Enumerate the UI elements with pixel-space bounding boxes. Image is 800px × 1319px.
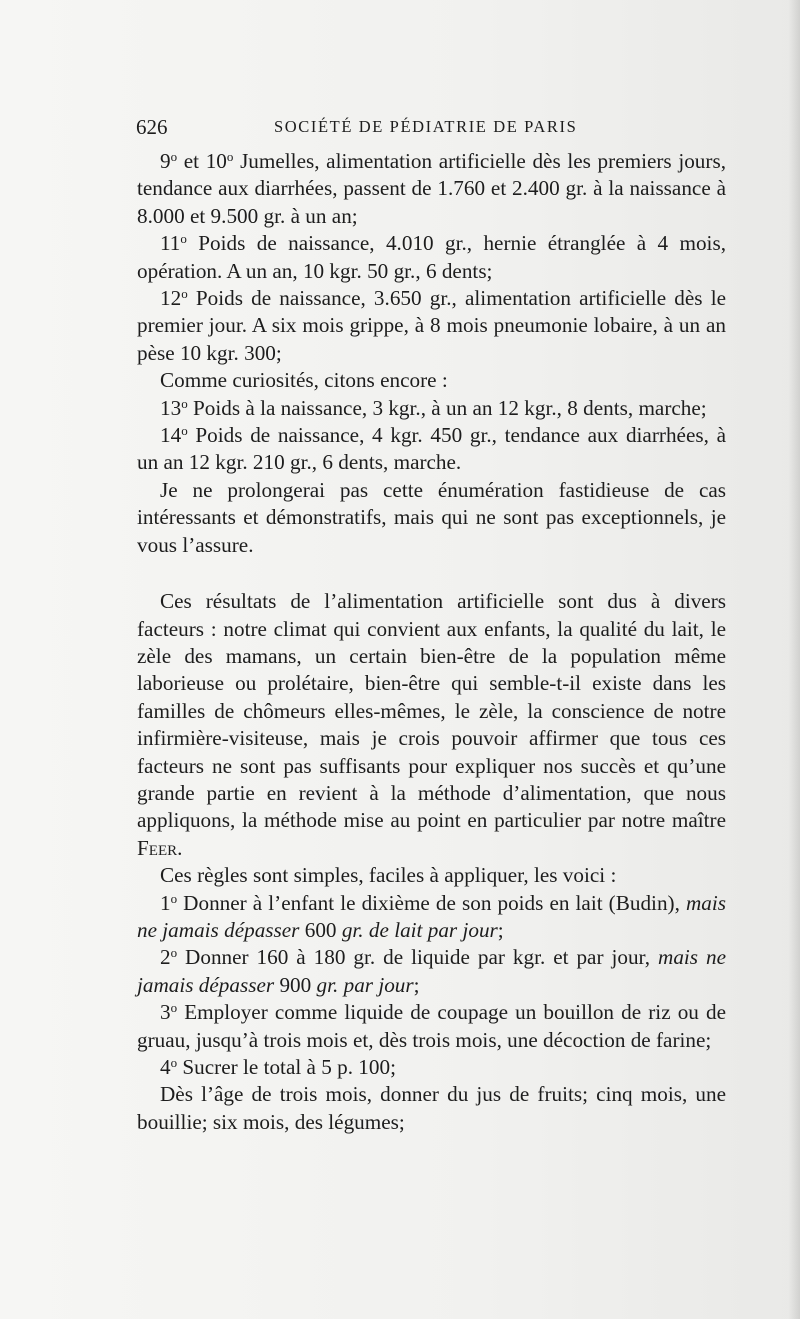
body-text — [137, 148, 726, 1136]
rule-4: 4$^o$ Sucrer le total à 5 p. 100; — [160, 1054, 396, 1079]
rule-2: 2$^o$ Donner 160 à 180 gr. de liquide par kgr. et par jour, mais ne jamais dépasser 900 gr. par jour; — [137, 945, 726, 997]
results-paragraph: Ces résultats de l’alimentation artificielle sont dus à divers facteurs : notre climat qui convient aux enfants, la qualité du lait, le zèle des mamans, un certain bien-être de la population même laborieuse ou prolétaire, bien-être qui semble-t-il existe dans les familles de chômeurs elles-mêmes, le zèle, la conscience de notre infirmière-visiteuse, mais je crois pouvoir affirmer que tous ces facteurs ne sont pas suffisants pour expliquer nos succès et qu’une grande partie en revient à la méthode d’alimentation, que nous appliquons, la méthode mise au point en particulier par notre maître Feer. — [137, 589, 726, 860]
rule-3: 3$^o$ Employer comme liquide de coupage un bouillon de riz ou de gruau, jusqu’à trois mois et, dès trois mois, une décoction de farine; — [137, 1000, 726, 1052]
prolong-paragraph: Je ne prolongerai pas cette énumération fastidieuse de cas intéressants et démonstratifs, mais qui ne sont pas exceptionnels, je vous l’assure. — [137, 477, 726, 557]
page-number: 626 — [136, 115, 168, 139]
author-name: Feer — [137, 835, 178, 860]
rule-1: 1$^o$ Donner à l’enfant le dixième de son poids en lait (Budin), mais ne jamais dépasser 600 gr. de lait par jour; — [137, 890, 726, 942]
case-13: 13$^o$ Poids à la naissance, 3 kgr., à un an 12 kgr., 8 dents, marche; — [160, 395, 707, 420]
page-edge-shadow — [788, 0, 800, 1319]
page-header — [136, 112, 726, 142]
rules-intro: Ces règles sont simples, faciles à appliquer, les voici : — [160, 863, 617, 888]
running-title: SOCIÉTÉ DE PÉDIATRIE DE PARIS — [274, 117, 578, 136]
case-12: 12$^o$ Poids de naissance, 3.650 gr., alimentation artificielle dès le premier jour. A six mois grippe, à 8 mois pneumonie lobaire, à un an pèse 10 kgr. 300; — [137, 285, 726, 365]
rule-5: Dès l’âge de trois mois, donner du jus de fruits; cinq mois, une bouillie; six mois, des légumes; — [137, 1082, 726, 1134]
curiosities-intro: Comme curiosités, citons encore : — [160, 368, 448, 393]
case-9-10: 9$^o$ et 10$^o$ Jumelles, alimentation artificielle dès les premiers jours, tendance aux diarrhées, passent de 1.760 et 2.400 gr. à la naissance à 8.000 et 9.500 gr. à un an; — [137, 148, 726, 228]
case-14: 14$^o$ Poids de naissance, 4 kgr. 450 gr., tendance aux diarrhées, à un an 12 kgr. 210 gr., 6 dents, marche. — [137, 422, 726, 475]
case-11: 11$^o$ Poids de naissance, 4.010 gr., hernie étranglée à 4 mois, opération. A un an, 10 kgr. 50 gr., 6 dents; — [137, 231, 726, 283]
